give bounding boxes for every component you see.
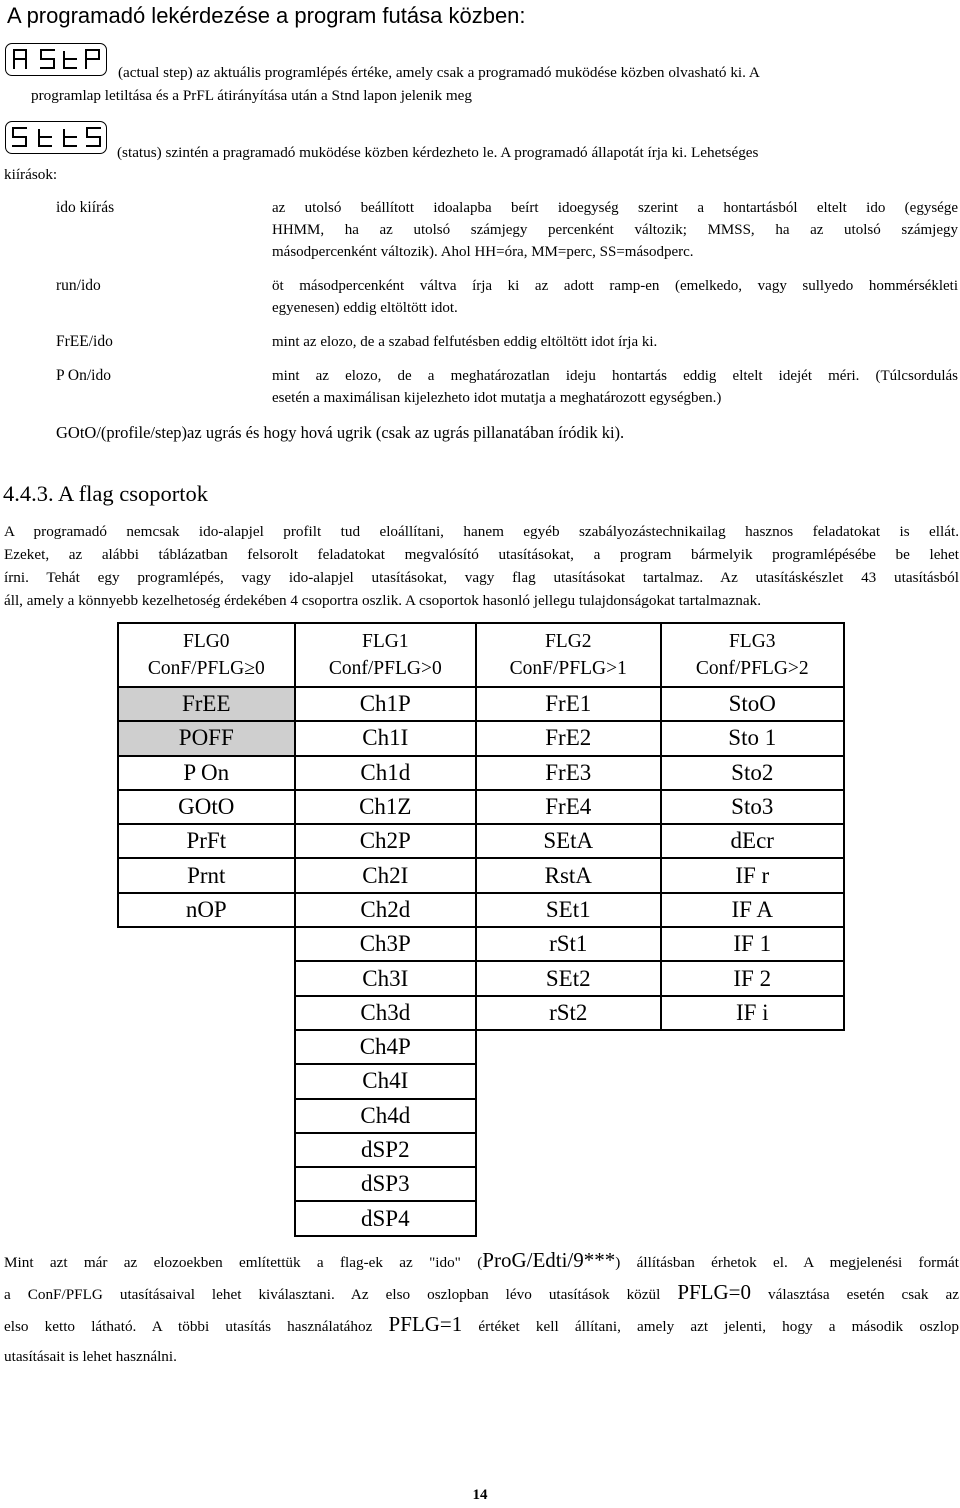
table-cell: Ch4d bbox=[295, 1099, 476, 1133]
table-cell: Ch2P bbox=[295, 824, 476, 858]
column-header bbox=[295, 623, 476, 687]
definition-description bbox=[272, 197, 958, 263]
table-cell: SEt1 bbox=[476, 893, 660, 927]
empty-cell bbox=[118, 996, 295, 1030]
table-cell: RstA bbox=[476, 858, 660, 892]
closing-paragraph bbox=[4, 1249, 959, 1368]
column-header-line: FLG2 bbox=[544, 631, 592, 652]
table-cell: FrE1 bbox=[476, 687, 660, 721]
table-row bbox=[118, 996, 844, 1030]
definition-term: FrEE/ido bbox=[56, 333, 113, 350]
table-cell: FrE2 bbox=[476, 721, 660, 755]
stts-description-line1: (status) szintén a pragramadó muködése közben kérdezheto le. A programadó állapotát írja ki. Lehetséges bbox=[117, 144, 759, 161]
empty-cell bbox=[476, 1030, 660, 1064]
setting-value: PFLG=0 bbox=[677, 1280, 752, 1304]
table-cell: rSt1 bbox=[476, 927, 660, 961]
column-header-line: ConF/PFLG>1 bbox=[509, 658, 627, 679]
table-row bbox=[118, 961, 844, 995]
definition-description bbox=[272, 331, 958, 353]
stts-lcd-glyphs bbox=[6, 122, 105, 152]
intro-line: áll, amely a könnyebb kezelhetoség érdekében 4 csoportra oszlik. A csoportok hasonló jellegu tulajdonságokat tartalmaznak. bbox=[4, 592, 762, 609]
table-cell: PrFt bbox=[118, 824, 295, 858]
table-cell: FrE3 bbox=[476, 756, 660, 790]
table-row bbox=[118, 756, 844, 790]
table-cell: SEtA bbox=[476, 824, 660, 858]
astp-lcd-glyphs bbox=[6, 44, 105, 74]
table-cell: Ch3I bbox=[295, 961, 476, 995]
table-cell: Ch3d bbox=[295, 996, 476, 1030]
empty-cell bbox=[118, 1133, 295, 1167]
table-cell: IF 2 bbox=[661, 961, 845, 995]
empty-cell bbox=[118, 1064, 295, 1098]
empty-cell bbox=[661, 1133, 845, 1167]
definition-line: öt másodpercenként váltva írja ki az adott ramp-en (emelkedo, vagy sullyedo hommérsékleti bbox=[272, 278, 958, 294]
column-header-line: Conf/PFLG>2 bbox=[695, 658, 809, 679]
table-cell: rSt2 bbox=[476, 996, 660, 1030]
table-row bbox=[118, 1201, 844, 1235]
empty-cell bbox=[476, 1099, 660, 1133]
table-cell: nOP bbox=[118, 893, 295, 927]
table-row bbox=[118, 1167, 844, 1201]
definition-term: run/ido bbox=[56, 277, 101, 294]
table-row bbox=[118, 858, 844, 892]
definition-line: mint az elozo, de a meghatározatlan ideju hontartás eddig eltelt idejét méri. (Túlcsordulás bbox=[272, 368, 958, 384]
definition-line: az utolsó beállított idoalapba beírt idoegység szerint a hontartásból eltelt ido (egysége bbox=[272, 200, 958, 216]
setting-value: PFLG=1 bbox=[388, 1312, 463, 1336]
empty-cell bbox=[118, 1201, 295, 1235]
column-header-line: FLG3 bbox=[728, 631, 776, 652]
table-cell: Ch2d bbox=[295, 893, 476, 927]
column-header-line: FLG1 bbox=[361, 631, 409, 652]
table-header-row bbox=[118, 623, 844, 687]
table-cell: Prnt bbox=[118, 858, 295, 892]
definition-line: esetén a maximálisan kijelezheto idot mutatja a meghatározott egységben.) bbox=[272, 390, 722, 406]
definition-line: egyenesen) eddig eltöltött idot. bbox=[272, 300, 458, 316]
empty-cell bbox=[476, 1064, 660, 1098]
astp-description-line2: programlap letiltása és a PrFL átirányítása után a Stnd lapon jelenik meg bbox=[31, 87, 473, 104]
empty-cell bbox=[476, 1201, 660, 1235]
goto-description: GOtO/(profile/step)az ugrás és hogy hová ugrik (csak az ugrás pillanatában íródik ki). bbox=[56, 423, 625, 442]
table-row bbox=[118, 927, 844, 961]
empty-cell bbox=[476, 1167, 660, 1201]
table-cell: POFF bbox=[118, 721, 295, 755]
table-cell: IF A bbox=[661, 893, 845, 927]
table-row bbox=[118, 721, 844, 755]
empty-cell bbox=[661, 1201, 845, 1235]
column-header-line: ConF/PFLG≥0 bbox=[147, 658, 265, 679]
table-cell: IF r bbox=[661, 858, 845, 892]
table-cell: GOtO bbox=[118, 790, 295, 824]
table-cell: IF 1 bbox=[661, 927, 845, 961]
table-row bbox=[118, 687, 844, 721]
table-row bbox=[118, 1030, 844, 1064]
table-cell: Ch3P bbox=[295, 927, 476, 961]
empty-cell bbox=[118, 1030, 295, 1064]
empty-cell bbox=[118, 1167, 295, 1201]
column-header bbox=[118, 623, 295, 687]
table-cell: FrEE bbox=[118, 687, 295, 721]
table-cell: Ch2I bbox=[295, 858, 476, 892]
definition-description bbox=[272, 275, 958, 319]
table-cell: Ch4P bbox=[295, 1030, 476, 1064]
astp-description-line1: (actual step) az aktuális programlépés értéke, amely csak a programadó muködése közben olvasható ki. A bbox=[118, 64, 760, 81]
table-cell: dSP3 bbox=[295, 1167, 476, 1201]
column-header bbox=[476, 623, 660, 687]
empty-cell bbox=[661, 1030, 845, 1064]
page-heading: A programadó lekérdezése a program futása közben: bbox=[7, 3, 526, 28]
stts-lcd-display bbox=[5, 121, 107, 154]
definition-line: HHMM, ha az utolsó számjegy percenként változik; MMSS, ha az utolsó számjegy bbox=[272, 222, 958, 238]
table-cell: Ch1Z bbox=[295, 790, 476, 824]
table-cell: Sto3 bbox=[661, 790, 845, 824]
table-cell: dSP2 bbox=[295, 1133, 476, 1167]
table-cell: dSP4 bbox=[295, 1201, 476, 1235]
table-cell: Sto2 bbox=[661, 756, 845, 790]
closing-text: ) állításban érhetok el. A megjelenési formát bbox=[615, 1254, 959, 1271]
empty-cell bbox=[661, 1099, 845, 1133]
empty-cell bbox=[661, 1064, 845, 1098]
table-row bbox=[118, 893, 844, 927]
table-cell: Ch4I bbox=[295, 1064, 476, 1098]
closing-text: választása esetén csak az bbox=[751, 1286, 959, 1303]
table-cell: SEt2 bbox=[476, 961, 660, 995]
closing-line bbox=[4, 1313, 959, 1345]
closing-text: elso ketto látható. A többi utasítás használatához bbox=[4, 1318, 389, 1335]
closing-text: a ConF/PFLG utasításaival lehet kiválasztani. Az elso oszlopban lévo utasítások közül bbox=[4, 1286, 678, 1303]
closing-line: utasításait is lehet használni. bbox=[4, 1348, 177, 1365]
table-row bbox=[118, 1133, 844, 1167]
table-cell: Sto 1 bbox=[661, 721, 845, 755]
definition-line: másodpercenként változik). Ahol HH=óra, MM=perc, SS=másodperc. bbox=[272, 244, 694, 260]
table-cell: Ch1P bbox=[295, 687, 476, 721]
table-row bbox=[118, 824, 844, 858]
stts-description-line2: kiírások: bbox=[4, 166, 58, 183]
table-row bbox=[118, 790, 844, 824]
table-row bbox=[118, 1099, 844, 1133]
empty-cell bbox=[661, 1167, 845, 1201]
closing-text: értéket kell állítani, amely azt jelenti, hogy a második oszlop bbox=[462, 1318, 959, 1335]
table-cell: dEcr bbox=[661, 824, 845, 858]
empty-cell bbox=[118, 927, 295, 961]
table-row bbox=[118, 1064, 844, 1098]
menu-path: ProG/Edti/9*** bbox=[482, 1248, 616, 1272]
intro-line: Ezeket, az alábbi táblázatban felsorolt feladatokat megvalósító utasításokat, a program bármelyik programlépésébe be lehet bbox=[4, 546, 959, 563]
empty-cell bbox=[118, 961, 295, 995]
intro-paragraph bbox=[4, 520, 959, 612]
closing-text: Mint azt már az elozoekben említettük a flag-ek az "ido" ( bbox=[4, 1254, 483, 1271]
table-cell: P On bbox=[118, 756, 295, 790]
page-number: 14 bbox=[472, 1487, 488, 1503]
table-cell: Ch1d bbox=[295, 756, 476, 790]
definition-term: P On/ido bbox=[56, 367, 111, 384]
definition-term: ido kiírás bbox=[56, 199, 115, 216]
flag-groups-table bbox=[117, 622, 845, 1237]
closing-line bbox=[4, 1249, 959, 1281]
table-cell: StoO bbox=[661, 687, 845, 721]
astp-lcd-display bbox=[5, 43, 107, 76]
closing-line bbox=[4, 1281, 959, 1313]
table-cell: Ch1I bbox=[295, 721, 476, 755]
column-header-line: Conf/PFLG>0 bbox=[328, 658, 442, 679]
intro-line: A programadó nemcsak ido-alapjel profilt tud eloállítani, hanem egyéb szabályozástechnikailag hasznos feladatokat is ellát. bbox=[4, 523, 959, 540]
intro-line: írni. Tehát egy programlépés, vagy ido-alapjel utasításokat, vagy flag utasításokat tartalmaz. Az utasításkészlet 43 utasításból bbox=[4, 569, 959, 586]
column-header bbox=[661, 623, 845, 687]
section-title: 4.4.3. A flag csoportok bbox=[3, 481, 208, 506]
column-header-line: FLG0 bbox=[182, 631, 230, 652]
definition-line: mint az elozo, de a szabad felfutésben eddig eltöltött idot írja ki. bbox=[272, 334, 658, 350]
empty-cell bbox=[118, 1099, 295, 1133]
empty-cell bbox=[476, 1133, 660, 1167]
definition-description bbox=[272, 365, 958, 409]
table-cell: FrE4 bbox=[476, 790, 660, 824]
table-cell: IF i bbox=[661, 996, 845, 1030]
